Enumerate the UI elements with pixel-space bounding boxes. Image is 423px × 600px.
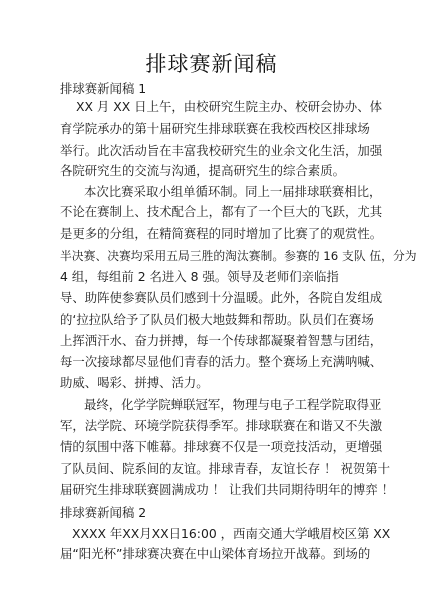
paragraph-line: 了队员间、院系间的友谊。排球青春，友谊长存 ！ 祝贺第十: [60, 461, 391, 476]
document-title: 排球赛新闻稿: [145, 52, 278, 76]
paragraph-line: 不论在赛制上、技术配合上，都有了一个巨大的飞跃，尤其: [60, 204, 383, 219]
paragraph-line: 各院研究生的交流与沟通，提高研究生的综合素质。: [60, 163, 345, 178]
paragraph-line: 情的氛围中落下帷幕。排球赛不仅是一项竞技活动，更增强: [60, 439, 383, 454]
paragraph-line: 上挥洒汗水、奋力拼搏，每一个传球都凝聚着智慧与团结，: [60, 333, 383, 348]
paragraph-line: XX 月 XX 日上午，由校研究生院主办、校研会协办、体: [76, 99, 382, 114]
paragraph-line: 届研究生排球联赛圆满成功 ！ 让我们共同期待明年的博弈 ！: [60, 482, 394, 497]
paragraph-line: 导、助阵使参赛队员们感到十分温暖。此外，各院自发组成: [60, 290, 383, 305]
paragraph-line: 是更多的分组，在精简赛程的同时增加了比赛了的观赏性。: [60, 226, 383, 241]
paragraph-line: 4 组，每组前 2 名进入 8 强。领导及老师们亲临指: [60, 269, 339, 284]
paragraph-line: 本次比赛采取小组单循环制。同上一届排球联赛相比，: [84, 184, 382, 199]
paragraph-line: XXXX 年XX月XX日16:00 ，西南交通大学峨眉校区第 XX: [72, 526, 391, 541]
paragraph-line: 助威、喝彩、拼搏、活力。: [60, 375, 209, 390]
section-heading-1: 排球赛新闻稿 1: [60, 81, 147, 96]
paragraph-line: 的‘拉拉队给予了队员们极大地鼓舞和帮助。队员们在赛场: [60, 312, 374, 327]
section-heading-2: 排球赛新闻稿 2: [60, 505, 147, 520]
paragraph-line: 军，法学院、环境学院获得季军。排球联赛在和谐又不失激: [60, 418, 383, 433]
paragraph-line: 育学院承办的第十届研究生排球联赛在我校西校区排球场: [60, 121, 370, 136]
paragraph-line: 届“阳光杯”排球赛决赛在中山梁体育场拉开战幕。到场的: [60, 546, 371, 561]
paragraph-line: 每一次接球都尽显他们青春的活力。整个赛场上充满呐喊、: [60, 354, 383, 369]
paragraph-line: 半决赛、决赛均采用五局三胜的淘汰赛制。参赛的 16 支队 伍，分为: [60, 249, 417, 263]
paragraph-line: 举行。此次活动旨在丰富我校研究生的业余文化生活，加强: [60, 143, 383, 158]
paragraph-line: 最终，化学学院蝉联冠军，物理与电子工程学院取得亚: [84, 397, 382, 412]
